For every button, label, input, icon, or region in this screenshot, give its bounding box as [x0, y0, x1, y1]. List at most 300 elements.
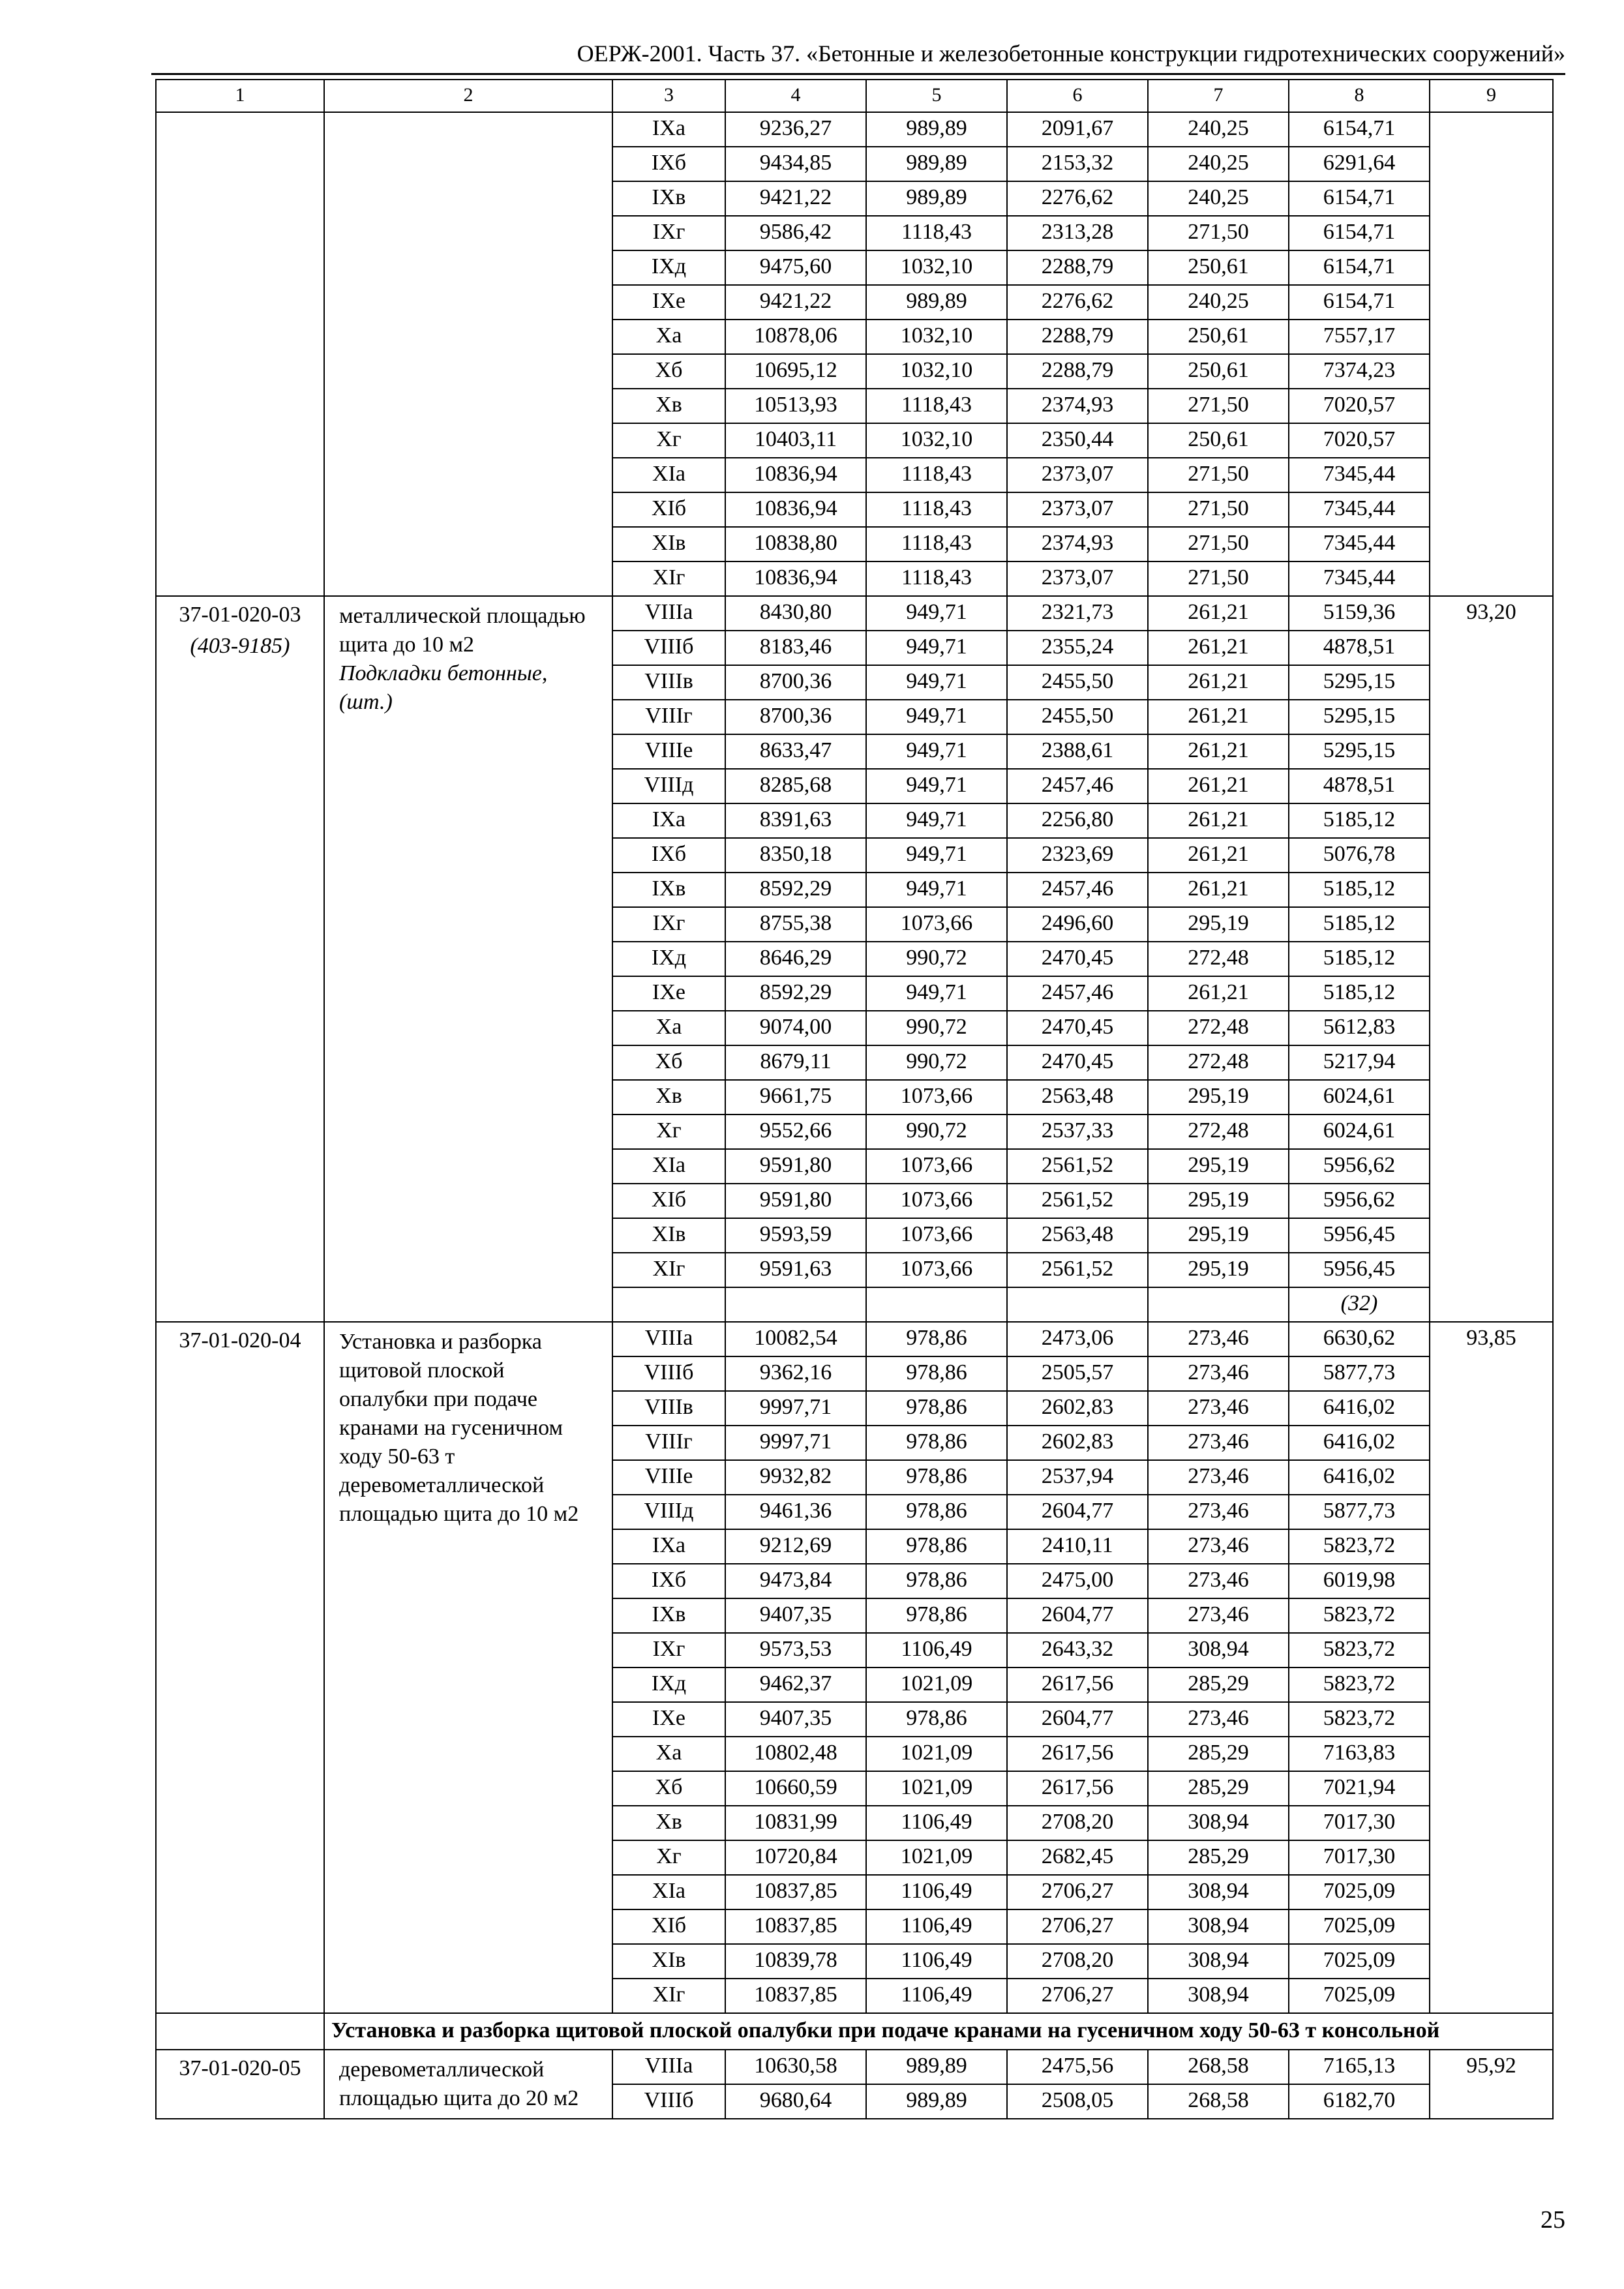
value-cell: 5159,36: [1289, 596, 1430, 631]
column-number-cell: 3: [612, 80, 725, 112]
value-cell: 5956,62: [1289, 1184, 1430, 1218]
value-cell: 10878,06: [725, 320, 866, 354]
value-cell: 261,21: [1148, 769, 1289, 803]
value-cell: 273,46: [1148, 1529, 1289, 1564]
value-cell: 295,19: [1148, 907, 1289, 942]
value-cell: 978,86: [866, 1495, 1007, 1529]
extra-value-cell: 95,92: [1430, 2050, 1553, 2119]
value-cell: 1118,43: [866, 216, 1007, 250]
ground-category-cell: XIг: [612, 561, 725, 596]
work-description-wrap: [331, 1323, 605, 1529]
value-cell: 273,46: [1148, 1391, 1289, 1426]
rate-code-cell: [156, 112, 324, 596]
extra-value-cell: 93,85: [1430, 1322, 1553, 2013]
value-cell: 295,19: [1148, 1253, 1289, 1287]
value-cell: 285,29: [1148, 1668, 1289, 1702]
value-cell: 978,86: [866, 1460, 1007, 1495]
value-cell: 1032,10: [866, 354, 1007, 389]
value-cell: 261,21: [1148, 873, 1289, 907]
value-cell: 9212,69: [725, 1529, 866, 1564]
rate-code: 37-01-020-05: [179, 2056, 301, 2080]
value-cell: 2373,07: [1007, 492, 1148, 527]
value-cell: 2563,48: [1007, 1080, 1148, 1115]
rate-code-wrap: [163, 597, 317, 668]
rate-code-cell: [156, 2050, 324, 2119]
value-cell: 2708,20: [1007, 1944, 1148, 1979]
ground-category-cell: VIIIд: [612, 769, 725, 803]
value-cell: 2321,73: [1007, 596, 1148, 631]
section-title-row: [156, 2013, 1553, 2050]
value-cell: 5295,15: [1289, 734, 1430, 769]
column-number-cell: 5: [866, 80, 1007, 112]
value-cell: 9661,75: [725, 1080, 866, 1115]
ground-category-cell: Xв: [612, 1806, 725, 1840]
column-number-cell: 8: [1289, 80, 1430, 112]
ground-category-cell: Xг: [612, 1115, 725, 1149]
value-cell: 1106,49: [866, 1909, 1007, 1944]
value-cell: 1073,66: [866, 907, 1007, 942]
value-cell: 5612,83: [1289, 1011, 1430, 1045]
value-cell: 990,72: [866, 1115, 1007, 1149]
value-cell: 273,46: [1148, 1702, 1289, 1737]
column-number-cell: 1: [156, 80, 324, 112]
value-cell: 5076,78: [1289, 838, 1430, 873]
document-header-title: ОЕРЖ-2001. Часть 37. «Бетонные и железобетонные конструкции гидротехнических сооружений»: [577, 40, 1565, 67]
ground-category-cell: XIг: [612, 1979, 725, 2013]
value-cell: 250,61: [1148, 320, 1289, 354]
work-description-wrap: [331, 113, 605, 118]
value-cell: 8592,29: [725, 873, 866, 907]
value-cell: 2617,56: [1007, 1737, 1148, 1771]
value-cell: 8430,80: [725, 596, 866, 631]
ground-category-cell: IXв: [612, 181, 725, 216]
rate-code: 37-01-020-03: [179, 603, 301, 627]
value-cell: 285,29: [1148, 1771, 1289, 1806]
value-cell: 5956,62: [1289, 1149, 1430, 1184]
value-cell: 989,89: [866, 2084, 1007, 2119]
value-cell: 268,58: [1148, 2084, 1289, 2119]
value-cell: 2457,46: [1007, 976, 1148, 1011]
value-cell: 295,19: [1148, 1149, 1289, 1184]
ground-category-cell: IXб: [612, 147, 725, 181]
rates-table: [155, 79, 1554, 2119]
ground-category-cell: XIа: [612, 458, 725, 492]
value-cell: 1073,66: [866, 1253, 1007, 1287]
rate-code-cell: [156, 596, 324, 1322]
value-cell: 6154,71: [1289, 285, 1430, 320]
value-cell: 2323,69: [1007, 838, 1148, 873]
value-cell: 2256,80: [1007, 803, 1148, 838]
ground-category-cell: VIIIе: [612, 1460, 725, 1495]
value-cell: 949,71: [866, 838, 1007, 873]
value-cell: 10839,78: [725, 1944, 866, 1979]
value-cell: 978,86: [866, 1426, 1007, 1460]
value-cell: 285,29: [1148, 1840, 1289, 1875]
value-cell: 308,94: [1148, 1875, 1289, 1909]
value-cell: 5823,72: [1289, 1702, 1430, 1737]
value-cell: 2355,24: [1007, 631, 1148, 665]
value-cell: 2410,11: [1007, 1529, 1148, 1564]
ground-category-cell: VIIIг: [612, 700, 725, 734]
value-cell: 8285,68: [725, 769, 866, 803]
value-cell: 8646,29: [725, 942, 866, 976]
value-cell: 9407,35: [725, 1702, 866, 1737]
value-cell: 949,71: [866, 769, 1007, 803]
value-cell: 10837,85: [725, 1875, 866, 1909]
value-cell: 989,89: [866, 285, 1007, 320]
value-cell: 2457,46: [1007, 769, 1148, 803]
value-cell: 5877,73: [1289, 1495, 1430, 1529]
resource-code: (403-9185): [190, 634, 290, 658]
value-cell: 6019,98: [1289, 1564, 1430, 1598]
empty-cell: [866, 1287, 1007, 1322]
value-cell: 2288,79: [1007, 354, 1148, 389]
value-cell: 10836,94: [725, 561, 866, 596]
value-cell: 250,61: [1148, 250, 1289, 285]
value-cell: 978,86: [866, 1564, 1007, 1598]
value-cell: 10831,99: [725, 1806, 866, 1840]
value-cell: 271,50: [1148, 216, 1289, 250]
value-cell: 4878,51: [1289, 769, 1430, 803]
value-cell: 7025,09: [1289, 1944, 1430, 1979]
value-cell: 2561,52: [1007, 1149, 1148, 1184]
value-cell: 5185,12: [1289, 907, 1430, 942]
value-cell: 295,19: [1148, 1184, 1289, 1218]
value-cell: 1106,49: [866, 1944, 1007, 1979]
value-cell: 7345,44: [1289, 492, 1430, 527]
value-cell: 261,21: [1148, 596, 1289, 631]
ground-category-cell: Xв: [612, 1080, 725, 1115]
value-cell: 1118,43: [866, 527, 1007, 561]
table-row: [156, 596, 1553, 631]
value-cell: 9573,53: [725, 1633, 866, 1668]
column-number-cell: 4: [725, 80, 866, 112]
value-cell: 5956,45: [1289, 1218, 1430, 1253]
ground-category-cell: Xб: [612, 1771, 725, 1806]
value-cell: 273,46: [1148, 1564, 1289, 1598]
column-number-cell: 9: [1430, 80, 1553, 112]
value-cell: 2604,77: [1007, 1702, 1148, 1737]
value-cell: 271,50: [1148, 492, 1289, 527]
ground-category-cell: XIб: [612, 492, 725, 527]
ground-category-cell: VIIIа: [612, 2050, 725, 2084]
value-cell: 7020,57: [1289, 389, 1430, 423]
ground-category-cell: IXб: [612, 838, 725, 873]
value-cell: 9407,35: [725, 1598, 866, 1633]
value-cell: 6024,61: [1289, 1115, 1430, 1149]
value-cell: 8679,11: [725, 1045, 866, 1080]
table-row: [156, 2050, 1553, 2084]
ground-category-cell: IXд: [612, 1668, 725, 1702]
value-cell: 8592,29: [725, 976, 866, 1011]
value-cell: 989,89: [866, 181, 1007, 216]
value-cell: 1118,43: [866, 492, 1007, 527]
value-cell: 261,21: [1148, 700, 1289, 734]
value-cell: 10082,54: [725, 1322, 866, 1356]
value-cell: 5217,94: [1289, 1045, 1430, 1080]
empty-cell: [612, 1287, 725, 1322]
value-cell: 1032,10: [866, 423, 1007, 458]
value-cell: 990,72: [866, 1045, 1007, 1080]
value-cell: 989,89: [866, 112, 1007, 147]
value-cell: 10838,80: [725, 527, 866, 561]
section-title: Установка и разборка щитовой плоской опалубки при подаче кранами на гусеничном ходу 50-63 т консольной: [324, 2013, 1553, 2050]
value-cell: 5823,72: [1289, 1598, 1430, 1633]
value-cell: 978,86: [866, 1391, 1007, 1426]
ground-category-cell: Xа: [612, 320, 725, 354]
value-cell: 949,71: [866, 596, 1007, 631]
value-cell: 2374,93: [1007, 527, 1148, 561]
value-cell: 8633,47: [725, 734, 866, 769]
value-cell: 989,89: [866, 2050, 1007, 2084]
value-cell: 308,94: [1148, 1909, 1289, 1944]
value-cell: 2153,32: [1007, 147, 1148, 181]
value-cell: 2682,45: [1007, 1840, 1148, 1875]
value-cell: 6154,71: [1289, 181, 1430, 216]
value-cell: 9462,37: [725, 1668, 866, 1702]
work-description: Установка и разборка щитовой плоской опалубки при подаче кранами на гусеничном ходу 50-63 т деревометаллической площадью щита до 10 м2: [339, 1330, 579, 1526]
value-cell: 10630,58: [725, 2050, 866, 2084]
value-cell: 9473,84: [725, 1564, 866, 1598]
value-cell: 1118,43: [866, 458, 1007, 492]
value-cell: 949,71: [866, 631, 1007, 665]
value-cell: 2706,27: [1007, 1979, 1148, 2013]
value-cell: 2604,77: [1007, 1598, 1148, 1633]
value-cell: 2708,20: [1007, 1806, 1148, 1840]
ground-category-cell: XIг: [612, 1253, 725, 1287]
value-cell: 2276,62: [1007, 181, 1148, 216]
value-cell: 2373,07: [1007, 561, 1148, 596]
value-cell: 6154,71: [1289, 250, 1430, 285]
value-cell: 5823,72: [1289, 1668, 1430, 1702]
value-cell: 2505,57: [1007, 1356, 1148, 1391]
extra-value-cell: [1430, 112, 1553, 596]
rate-code: 37-01-020-04: [179, 1328, 301, 1353]
ground-category-cell: IXв: [612, 1598, 725, 1633]
value-cell: 2706,27: [1007, 1909, 1148, 1944]
ground-category-cell: Xг: [612, 423, 725, 458]
rate-code-wrap: [163, 2050, 317, 2084]
value-cell: 2617,56: [1007, 1771, 1148, 1806]
value-cell: 949,71: [866, 873, 1007, 907]
value-cell: 10836,94: [725, 492, 866, 527]
value-cell: 5823,72: [1289, 1529, 1430, 1564]
value-cell: 5185,12: [1289, 873, 1430, 907]
empty-cell: [725, 1287, 866, 1322]
ground-category-cell: Xв: [612, 389, 725, 423]
ground-category-cell: IXв: [612, 873, 725, 907]
value-cell: 2475,56: [1007, 2050, 1148, 2084]
value-cell: 261,21: [1148, 976, 1289, 1011]
value-cell: 5877,73: [1289, 1356, 1430, 1391]
value-cell: 308,94: [1148, 1633, 1289, 1668]
ground-category-cell: VIIIб: [612, 1356, 725, 1391]
value-cell: 271,50: [1148, 561, 1289, 596]
ground-category-cell: VIIIв: [612, 1391, 725, 1426]
value-cell: 271,50: [1148, 389, 1289, 423]
value-cell: 9461,36: [725, 1495, 866, 1529]
value-cell: 1021,09: [866, 1840, 1007, 1875]
value-cell: 978,86: [866, 1702, 1007, 1737]
header-rule: [151, 73, 1565, 75]
value-cell: 8700,36: [725, 665, 866, 700]
value-cell: 295,19: [1148, 1218, 1289, 1253]
value-cell: 273,46: [1148, 1322, 1289, 1356]
value-cell: 9421,22: [725, 285, 866, 320]
ground-category-cell: XIб: [612, 1909, 725, 1944]
value-cell: 273,46: [1148, 1460, 1289, 1495]
ground-category-cell: VIIIа: [612, 596, 725, 631]
value-cell: 9680,64: [725, 2084, 866, 2119]
empty-cell: [1148, 1287, 1289, 1322]
value-cell: 2313,28: [1007, 216, 1148, 250]
value-cell: 5185,12: [1289, 803, 1430, 838]
ground-category-cell: IXд: [612, 250, 725, 285]
work-description-cell: [324, 1322, 612, 2013]
value-cell: 1118,43: [866, 561, 1007, 596]
value-cell: 2563,48: [1007, 1218, 1148, 1253]
value-cell: 273,46: [1148, 1426, 1289, 1460]
page-number: 25: [1541, 2206, 1565, 2234]
value-cell: 272,48: [1148, 1011, 1289, 1045]
value-cell: 1073,66: [866, 1149, 1007, 1184]
value-cell: 8755,38: [725, 907, 866, 942]
value-cell: 5295,15: [1289, 700, 1430, 734]
value-cell: 308,94: [1148, 1806, 1289, 1840]
value-cell: 240,25: [1148, 147, 1289, 181]
value-cell: 949,71: [866, 665, 1007, 700]
value-cell: 6416,02: [1289, 1391, 1430, 1426]
value-cell: 9591,63: [725, 1253, 866, 1287]
ground-category-cell: VIIIб: [612, 2084, 725, 2119]
value-cell: 2373,07: [1007, 458, 1148, 492]
ground-category-cell: IXд: [612, 942, 725, 976]
value-cell: 1032,10: [866, 250, 1007, 285]
rate-code-wrap: [163, 1323, 317, 1356]
value-cell: 261,21: [1148, 838, 1289, 873]
ground-category-cell: IXа: [612, 112, 725, 147]
value-cell: 978,86: [866, 1598, 1007, 1633]
value-cell: 8700,36: [725, 700, 866, 734]
value-cell: 949,71: [866, 803, 1007, 838]
ground-category-cell: IXг: [612, 907, 725, 942]
column-number-cell: 6: [1007, 80, 1148, 112]
value-cell: 1021,09: [866, 1771, 1007, 1806]
value-cell: 272,48: [1148, 1115, 1289, 1149]
value-cell: 2537,94: [1007, 1460, 1148, 1495]
value-cell: 9434,85: [725, 147, 866, 181]
value-cell: 6416,02: [1289, 1460, 1430, 1495]
value-cell: 1073,66: [866, 1080, 1007, 1115]
value-cell: 10513,93: [725, 389, 866, 423]
value-cell: 2470,45: [1007, 1011, 1148, 1045]
ground-category-cell: XIв: [612, 1944, 725, 1979]
work-description-cell: [324, 112, 612, 596]
value-cell: 272,48: [1148, 1045, 1289, 1080]
value-cell: 271,50: [1148, 527, 1289, 561]
ground-category-cell: VIIIб: [612, 631, 725, 665]
value-cell: 9591,80: [725, 1149, 866, 1184]
value-cell: 978,86: [866, 1322, 1007, 1356]
value-cell: 5185,12: [1289, 976, 1430, 1011]
ground-category-cell: IXг: [612, 216, 725, 250]
value-cell: 7025,09: [1289, 1979, 1430, 2013]
value-cell: 2470,45: [1007, 942, 1148, 976]
value-cell: 1021,09: [866, 1737, 1007, 1771]
work-description: [331, 113, 605, 118]
rate-code: [163, 113, 317, 115]
value-cell: 4878,51: [1289, 631, 1430, 665]
value-cell: 10695,12: [725, 354, 866, 389]
value-cell: 978,86: [866, 1529, 1007, 1564]
value-cell: 7165,13: [1289, 2050, 1430, 2084]
value-cell: 10837,85: [725, 1979, 866, 2013]
value-cell: 1106,49: [866, 1806, 1007, 1840]
section-empty-cell: [156, 2013, 324, 2050]
value-cell: 978,86: [866, 1356, 1007, 1391]
column-number-row: [156, 80, 1553, 112]
value-cell: 2561,52: [1007, 1253, 1148, 1287]
ground-category-cell: IXе: [612, 285, 725, 320]
value-cell: 10836,94: [725, 458, 866, 492]
column-number-cell: 2: [324, 80, 612, 112]
value-cell: 9997,71: [725, 1391, 866, 1426]
value-cell: 9236,27: [725, 112, 866, 147]
value-cell: 1118,43: [866, 389, 1007, 423]
resource-description: Подкладки бетонные, (шт.): [339, 661, 548, 714]
value-cell: 285,29: [1148, 1737, 1289, 1771]
work-description: деревометаллической площадью щита до 20 м2: [339, 2057, 579, 2110]
value-cell: 5185,12: [1289, 942, 1430, 976]
extra-value-cell: 93,20: [1430, 596, 1553, 1322]
resource-quantity-cell: (32): [1289, 1287, 1430, 1322]
value-cell: 5295,15: [1289, 665, 1430, 700]
value-cell: 271,50: [1148, 458, 1289, 492]
value-cell: 2561,52: [1007, 1184, 1148, 1218]
value-cell: 7025,09: [1289, 1875, 1430, 1909]
value-cell: 2643,32: [1007, 1633, 1148, 1668]
ground-category-cell: XIв: [612, 527, 725, 561]
value-cell: 295,19: [1148, 1080, 1289, 1115]
rate-code-cell: [156, 1322, 324, 2013]
value-cell: 9932,82: [725, 1460, 866, 1495]
ground-category-cell: Xа: [612, 1011, 725, 1045]
ground-category-cell: IXе: [612, 976, 725, 1011]
ground-category-cell: VIIIе: [612, 734, 725, 769]
value-cell: 273,46: [1148, 1598, 1289, 1633]
value-cell: 2470,45: [1007, 1045, 1148, 1080]
value-cell: 261,21: [1148, 734, 1289, 769]
value-cell: 1073,66: [866, 1184, 1007, 1218]
value-cell: 6630,62: [1289, 1322, 1430, 1356]
value-cell: 2496,60: [1007, 907, 1148, 942]
value-cell: 9997,71: [725, 1426, 866, 1460]
value-cell: 989,89: [866, 147, 1007, 181]
value-cell: 2602,83: [1007, 1391, 1148, 1426]
value-cell: 5956,45: [1289, 1253, 1430, 1287]
value-cell: 5823,72: [1289, 1633, 1430, 1668]
value-cell: 2537,33: [1007, 1115, 1148, 1149]
value-cell: 2455,50: [1007, 665, 1148, 700]
work-description-cell: [324, 2050, 612, 2119]
value-cell: 2604,77: [1007, 1495, 1148, 1529]
value-cell: 2091,67: [1007, 112, 1148, 147]
work-description-wrap: [331, 2050, 605, 2113]
value-cell: 240,25: [1148, 181, 1289, 216]
value-cell: 6182,70: [1289, 2084, 1430, 2119]
value-cell: 1106,49: [866, 1979, 1007, 2013]
value-cell: 8183,46: [725, 631, 866, 665]
